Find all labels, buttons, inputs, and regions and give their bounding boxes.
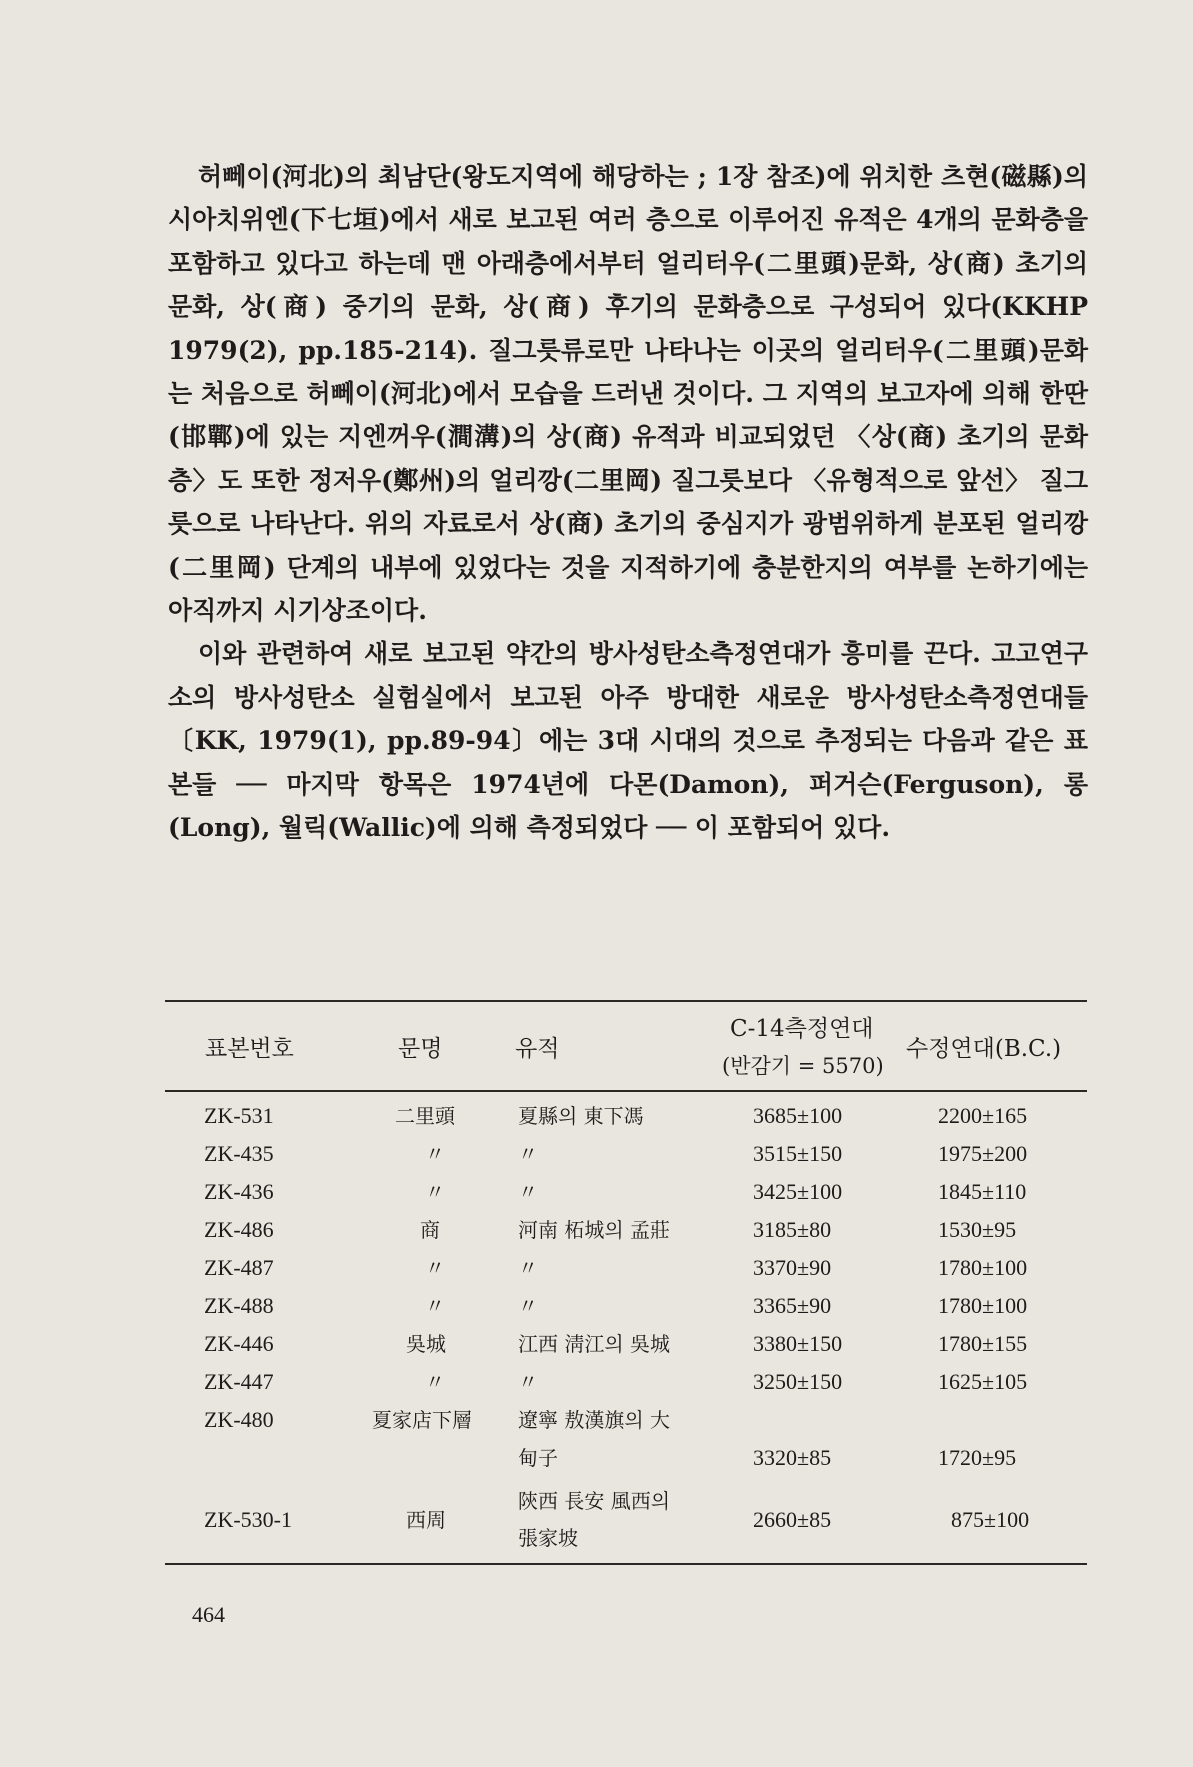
culture-name: 西周 (406, 1508, 446, 1532)
sample-number: ZK-531 (204, 1103, 274, 1128)
header-sample-no: 표본번호 (205, 1036, 294, 1062)
calibrated-date: 875±100 (951, 1507, 1030, 1532)
header-culture: 문명 (398, 1036, 443, 1062)
c14-date: 3515±150 (753, 1141, 843, 1166)
culture-name: 〃 (425, 1294, 445, 1318)
sample-number: ZK-486 (204, 1217, 274, 1242)
c14-date: 3365±90 (753, 1293, 832, 1318)
site-name: 〃 (518, 1370, 538, 1394)
c14-date: 3685±100 (753, 1103, 843, 1128)
site-name: 夏縣의 東下馮 (518, 1104, 644, 1128)
site-name-continued: 甸子 (518, 1446, 558, 1470)
c14-date: 2660±85 (753, 1507, 832, 1532)
calibrated-date: 2200±165 (938, 1103, 1028, 1128)
sample-number: ZK-446 (204, 1331, 274, 1356)
calibrated-date: 1975±200 (938, 1141, 1028, 1166)
culture-name: 〃 (425, 1256, 445, 1280)
table-bottom-rule (165, 1563, 1087, 1565)
c14-date: 3250±150 (753, 1369, 843, 1394)
calibrated-date: 1780±155 (938, 1331, 1028, 1356)
site-name: 〃 (518, 1294, 538, 1318)
culture-name: 〃 (425, 1370, 445, 1394)
sample-number: ZK-436 (204, 1179, 274, 1204)
header-c14-date: C-14측정연대 (730, 1016, 874, 1042)
calibrated-date: 1780±100 (938, 1293, 1028, 1318)
site-name: 江西 淸江의 吳城 (518, 1332, 671, 1356)
table-header-rule (165, 1090, 1087, 1092)
header-site: 유적 (515, 1036, 560, 1062)
site-name: 〃 (518, 1142, 538, 1166)
sample-number: ZK-488 (204, 1293, 274, 1318)
sample-number: ZK-435 (204, 1141, 274, 1166)
c14-date: 3320±85 (753, 1445, 832, 1470)
page-number: 464 (192, 1602, 225, 1627)
site-name: 遼寧 敖漢旗의 大 (518, 1408, 671, 1432)
culture-name: 二里頭 (395, 1104, 455, 1128)
culture-name: 〃 (425, 1180, 445, 1204)
c14-date: 3380±150 (753, 1331, 843, 1356)
calibrated-date: 1625±105 (938, 1369, 1028, 1394)
site-name: 陝西 長安 風西의 (518, 1489, 671, 1513)
culture-name: 〃 (425, 1142, 445, 1166)
c14-date: 3185±80 (753, 1217, 832, 1242)
calibrated-date: 1780±100 (938, 1255, 1028, 1280)
calibrated-date: 1530±95 (938, 1217, 1017, 1242)
sample-number: ZK-447 (204, 1369, 274, 1394)
site-name-continued: 張家坡 (518, 1526, 578, 1550)
header-calibrated-date: 수정연대(B.C.) (906, 1036, 1062, 1062)
site-name: 〃 (518, 1256, 538, 1280)
paragraph-2: 이와 관련하여 새로 보고된 약간의 방사성탄소측정연대가 흥미를 끈다. 고고연구소의 방사성탄소 실험실에서 보고된 아주 방대한 새로운 방사성탄소측정연대들〔KK, 1979(1), pp.89-94〕에는 3대 시대의 것으로 추정되는 다음과 같은 표본들 ── 마지막 항목은 1974년에 다몬(Damon), 퍼거슨(Ferguson), 롱(Long), 월릭(Wallic)에 의해 측정되었다 ── 이 포함되어 있다. (168, 639, 1088, 843)
site-name: 河南 柘城의 孟莊 (518, 1218, 671, 1242)
table-top-rule (165, 1000, 1087, 1002)
c14-date: 3370±90 (753, 1255, 832, 1280)
c14-date: 3425±100 (753, 1179, 843, 1204)
culture-name: 吳城 (406, 1332, 446, 1356)
body-text (168, 155, 1088, 850)
site-name: 〃 (518, 1180, 538, 1204)
sample-number: ZK-530-1 (204, 1507, 292, 1532)
sample-number: ZK-480 (204, 1407, 274, 1432)
header-half-life: (반감기 = 5570) (722, 1054, 884, 1078)
calibrated-date: 1720±95 (938, 1445, 1017, 1470)
culture-name: 夏家店下層 (372, 1408, 472, 1432)
sample-number: ZK-487 (204, 1255, 274, 1280)
culture-name: 商 (420, 1218, 440, 1242)
paragraph-1: 허뻬이(河北)의 최남단(왕도지역에 해당하는 ; 1장 참조)에 위치한 츠현(磁縣)의 시아치위엔(下七垣)에서 새로 보고된 여러 층으로 이루어진 유적은 4개의 문화층을 포함하고 있다고 하는데 맨 아래층에서부터 얼리터우(二里頭)문화, 상(商) 초기의 문화, 상(商) 중기의 문화, 상(商) 후기의 문화층으로 구성되어 있다(KKHP 1979(2), pp.185-214). 질그릇류로만 나타나는 이곳의 얼리터우(二里頭)문화는 처음으로 허뻬이(河北)에서 모습을 드러낸 것이다. 그 지역의 보고자에 의해 한딴(邯鄲)에 있는 지엔꺼우(澗溝)의 상(商) 유적과 비교되었던 〈상(商) 초기의 문화층〉도 또한 정저우(鄭州)의 얼리깡(二里岡) 질그릇보다 〈유형적으로 앞선〉 질그릇으로 나타난다. 위의 자료로서 상(商) 초기의 중심지가 광범위하게 분포된 얼리깡(二里岡) 단계의 내부에 있었다는 것을 지적하기에 충분한지의 여부를 논하기에는 아직까지 시기상조이다. (168, 162, 1088, 626)
calibrated-date: 1845±110 (938, 1179, 1027, 1204)
